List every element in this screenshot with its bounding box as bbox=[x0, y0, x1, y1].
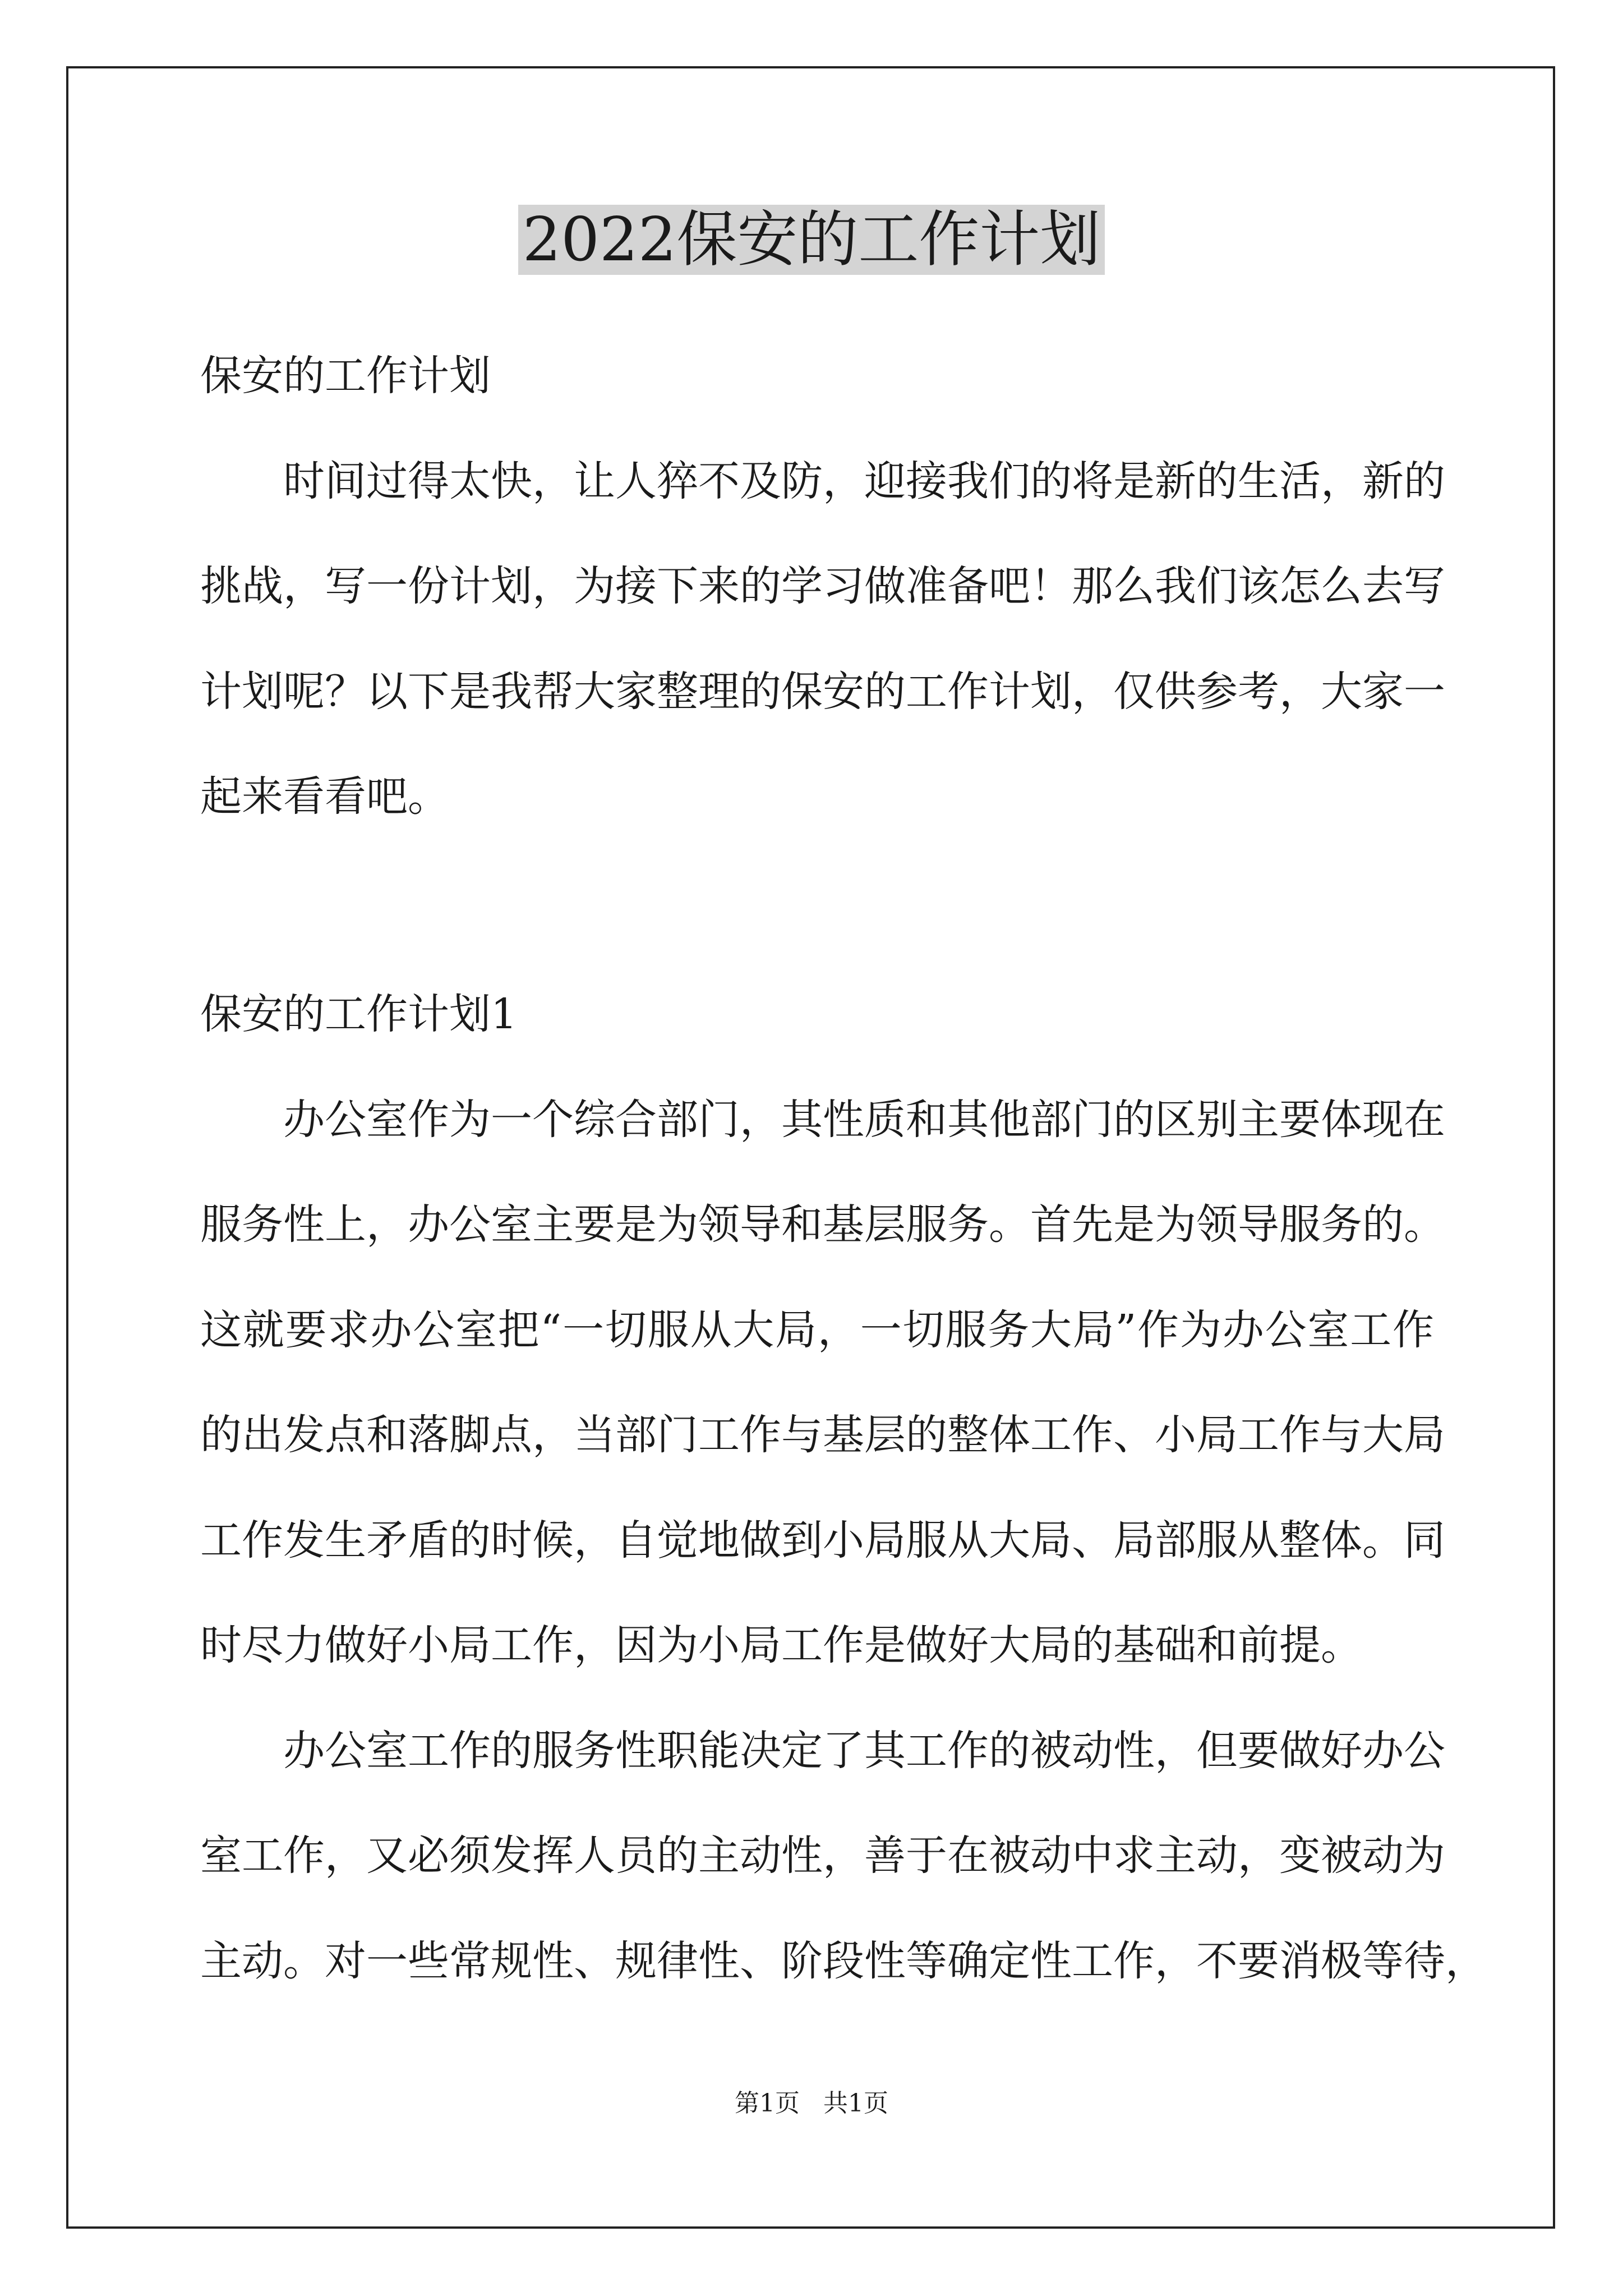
paragraph-line: 这就要求办公室把“一切服从大局，一切服务大局”作为办公室工作 bbox=[200, 1306, 1434, 1354]
paragraph-line: 主动。对一些常规性、规律性、阶段性等确定性工作，不要消极等待， bbox=[200, 1937, 1487, 1985]
paragraph-line: 服务性上，办公室主要是为领导和基层服务。首先是为领导服务的。 bbox=[200, 1200, 1445, 1249]
page-number-footer: 第1页 共1页 bbox=[735, 2089, 888, 2118]
paragraph-line: 时间过得太快，让人猝不及防，迎接我们的将是新的生活，新的 bbox=[283, 457, 1445, 505]
paragraph-line: 起来看看吧。 bbox=[200, 772, 449, 821]
section-heading: 保安的工作计划 bbox=[200, 352, 491, 400]
paragraph-line: 计划呢？以下是我帮大家整理的保安的工作计划，仅供参考，大家一 bbox=[200, 668, 1445, 716]
paragraph-line: 工作发生矛盾的时候，自觉地做到小局服从大局、局部服从整体。同 bbox=[200, 1516, 1445, 1565]
document-title bbox=[0, 201, 1623, 279]
paragraph-line: 办公室作为一个综合部门，其性质和其他部门的区别主要体现在 bbox=[283, 1096, 1445, 1144]
document-title-text: 2022保安的工作计划 bbox=[518, 205, 1105, 275]
paragraph-line: 办公室工作的服务性职能决定了其工作的被动性，但要做好办公 bbox=[283, 1727, 1445, 1775]
paragraph-line: 时尽力做好小局工作，因为小局工作是做好大局的基础和前提。 bbox=[200, 1621, 1362, 1669]
paragraph-line: 室工作，又必须发挥人员的主动性，善于在被动中求主动，变被动为 bbox=[200, 1832, 1445, 1880]
paragraph-line: 挑战，写一份计划，为接下来的学习做准备吧！那么我们该怎么去写 bbox=[200, 562, 1445, 610]
paragraph-line: 的出发点和落脚点，当部门工作与基层的整体工作、小局工作与大局 bbox=[200, 1411, 1445, 1459]
section-heading: 保安的工作计划1 bbox=[200, 990, 518, 1038]
